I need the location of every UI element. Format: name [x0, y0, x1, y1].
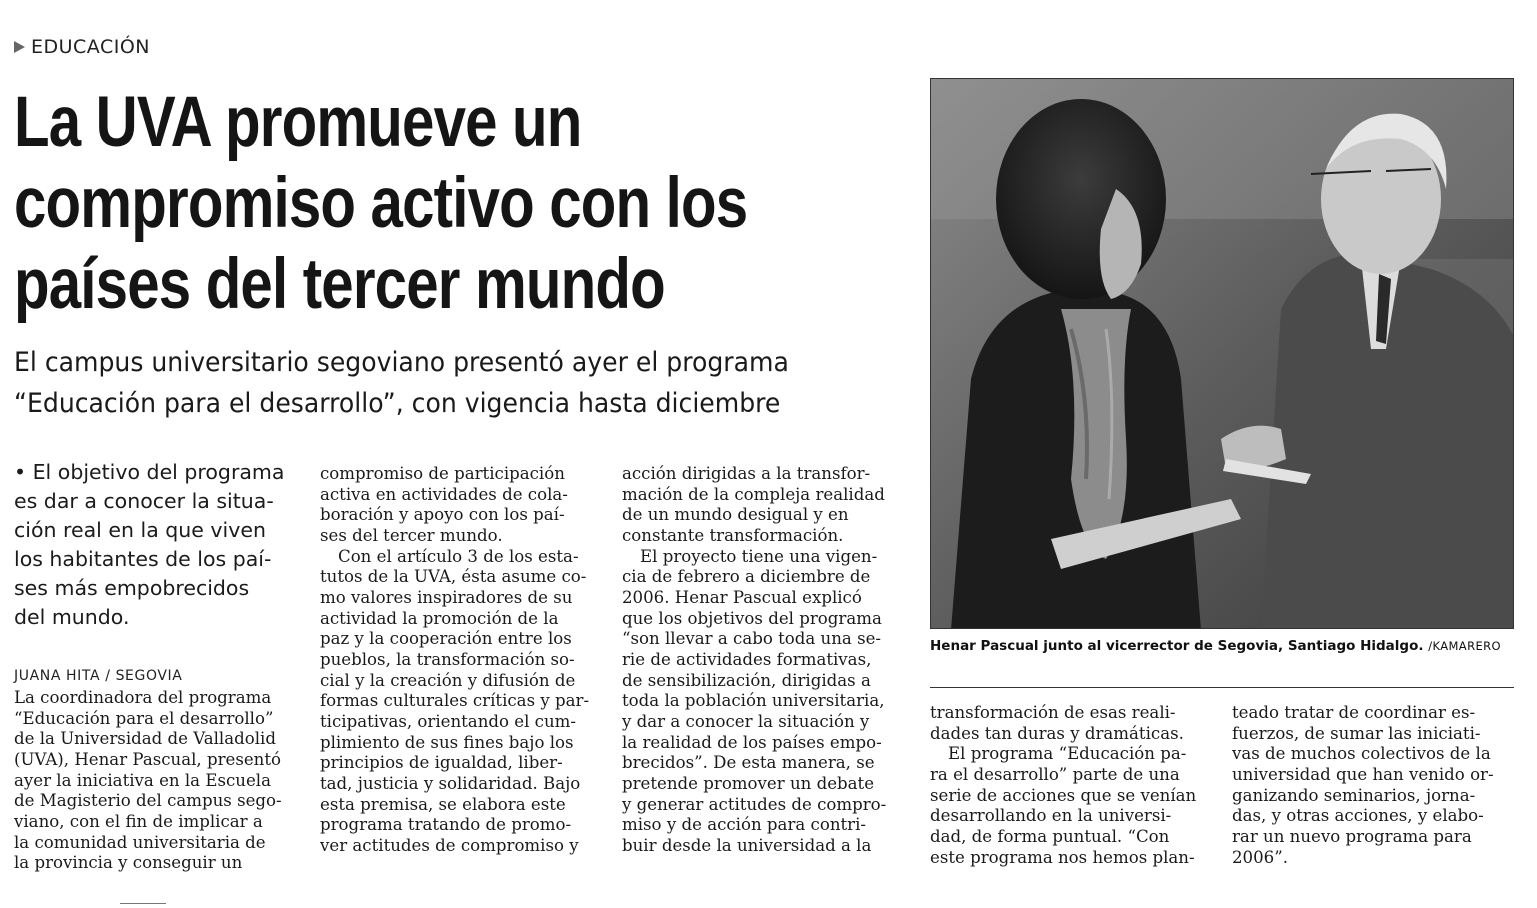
- body-line: brecidos”. De esta manera, se: [622, 753, 875, 773]
- body-line: y dar a conocer la situación y: [622, 711, 870, 731]
- body-line: pueblos, la transformación so-: [320, 649, 575, 669]
- body-line: de un mundo desigual y en: [622, 505, 849, 525]
- body-line: vas de muchos colectivos de la: [1232, 744, 1491, 764]
- body-line: 2006”.: [1232, 847, 1288, 867]
- body-line: que los objetivos del programa: [622, 608, 882, 628]
- body-line: universidad que han venido or-: [1232, 764, 1494, 784]
- subheadline-line: “Educación para el desarrollo”, con vigencia hasta diciembre: [14, 388, 781, 419]
- body-line: actividad la promoción de la: [320, 608, 559, 628]
- body-line: paz y la cooperación entre los: [320, 629, 572, 649]
- body-line: y generar actitudes de compro-: [622, 794, 887, 814]
- body-line: buir desde la universidad a la: [622, 835, 872, 855]
- body-line: ver actitudes de compromiso y: [320, 835, 579, 855]
- section-name: EDUCACIÓN: [31, 36, 151, 58]
- body-line: programa tratando de promo-: [320, 815, 572, 835]
- body-column-2: [320, 464, 589, 856]
- body-column-1: [14, 688, 282, 874]
- byline: JUANA HITA / SEGOVIA: [14, 668, 183, 684]
- section-arrow-icon: [14, 41, 25, 53]
- lead-summary: [14, 458, 314, 632]
- body-line: das, y otras acciones, y elabo-: [1232, 806, 1484, 826]
- lead-line: del mundo.: [14, 605, 130, 629]
- lead-line: ción real en la que viven: [14, 518, 266, 542]
- body-line: (UVA), Henar Pascual, presentó: [14, 749, 282, 769]
- body-line: ganizando seminarios, jorna-: [1232, 785, 1476, 805]
- body-column-4: [930, 703, 1196, 868]
- body-line: ra el desarrollo” parte de una: [930, 764, 1180, 784]
- body-line: rie de actividades formativas,: [622, 649, 872, 669]
- body-line: dad, de forma puntual. “Con: [930, 826, 1170, 846]
- body-line: rar un nuevo programa para: [1232, 826, 1472, 846]
- body-line: pretende promover un debate: [622, 773, 875, 793]
- body-column-3: [622, 464, 886, 856]
- subheadline: [14, 342, 832, 424]
- body-line: este programa nos hemos plan-: [930, 847, 1195, 867]
- body-line: acción dirigidas a la transfor-: [622, 464, 871, 483]
- body-line: formas culturales críticas y par-: [320, 691, 590, 711]
- body-line: teado tratar de coordinar es-: [1232, 703, 1476, 722]
- section-label: [14, 36, 150, 58]
- body-line: la realidad de los países empo-: [622, 732, 882, 752]
- photo-credit: /KAMARERO: [1428, 639, 1501, 653]
- body-line: “Educación para el desarrollo”: [14, 708, 274, 728]
- body-line: boración y apoyo con los paí-: [320, 505, 565, 525]
- body-line: ses del tercer mundo.: [320, 525, 503, 545]
- body-line: plimiento de sus fines bajo los: [320, 732, 574, 752]
- body-line: Con el artículo 3 de los esta-: [338, 546, 579, 566]
- body-line: tad, justicia y solidaridad. Bajo: [320, 773, 581, 793]
- body-line: La coordinadora del programa: [14, 688, 272, 707]
- lead-line: los habitantes de los paí-: [14, 547, 272, 571]
- body-column-5: [1232, 703, 1494, 868]
- body-line: desarrollando en la universi-: [930, 806, 1172, 826]
- subheadline-line: El campus universitario segoviano presentó ayer el programa: [14, 347, 789, 378]
- body-line: de Magisterio del campus sego-: [14, 791, 282, 811]
- body-line: principios de igualdad, liber-: [320, 753, 563, 773]
- body-line: fuerzos, de sumar las iniciati-: [1232, 723, 1481, 743]
- photo-illustration: [931, 79, 1514, 629]
- body-line: El proyecto tiene una vigen-: [640, 546, 878, 566]
- body-line: constante transformación.: [622, 525, 844, 545]
- lead-line: • El objetivo del programa: [14, 460, 285, 484]
- body-line: cia de febrero a diciembre de: [622, 567, 871, 587]
- body-line: 2006. Henar Pascual explicó: [622, 587, 862, 607]
- body-line: de sensibilización, dirigidas a: [622, 670, 871, 690]
- body-line: “son llevar a cabo toda una se-: [622, 629, 882, 649]
- body-line: El programa “Educación pa-: [948, 744, 1187, 764]
- lead-line: es dar a conocer la situa-: [14, 489, 274, 513]
- body-line: compromiso de participación: [320, 464, 565, 483]
- headline-line: compromiso activo con los: [14, 164, 748, 243]
- caption-text: Henar Pascual junto al vicerrector de Segovia, Santiago Hidalgo.: [930, 638, 1424, 654]
- body-line: la provincia y conseguir un: [14, 853, 243, 873]
- headline-line: La UVA promueve un: [14, 83, 582, 162]
- bottom-divider: [120, 903, 166, 904]
- body-line: dades tan duras y dramáticas.: [930, 723, 1184, 743]
- body-line: miso y de acción para contri-: [622, 815, 867, 835]
- body-line: activa en actividades de cola-: [320, 484, 568, 504]
- body-line: tutos de la UVA, ésta asume co-: [320, 567, 587, 587]
- body-line: serie de acciones que se venían: [930, 785, 1197, 805]
- caption-divider: [930, 687, 1514, 688]
- body-line: toda la población universitaria,: [622, 691, 885, 711]
- body-line: ticipativas, orientando el cum-: [320, 711, 576, 731]
- body-line: cial y la creación y difusión de: [320, 670, 576, 690]
- body-line: viano, con el fin de implicar a: [14, 811, 263, 831]
- body-line: mación de la compleja realidad: [622, 484, 885, 504]
- body-line: ayer la iniciativa en la Escuela: [14, 770, 271, 790]
- news-photo: [930, 78, 1514, 629]
- headline: [14, 82, 752, 325]
- body-line: transformación de esas reali-: [930, 703, 1176, 722]
- body-line: la comunidad universitaria de: [14, 832, 266, 852]
- lead-line: ses más empobrecidos: [14, 576, 250, 600]
- body-line: de la Universidad de Valladolid: [14, 729, 276, 749]
- headline-line: países del tercer mundo: [14, 245, 665, 324]
- photo-caption: [930, 638, 1501, 654]
- body-line: esta premisa, se elabora este: [320, 794, 566, 814]
- body-line: mo valores inspiradores de su: [320, 587, 573, 607]
